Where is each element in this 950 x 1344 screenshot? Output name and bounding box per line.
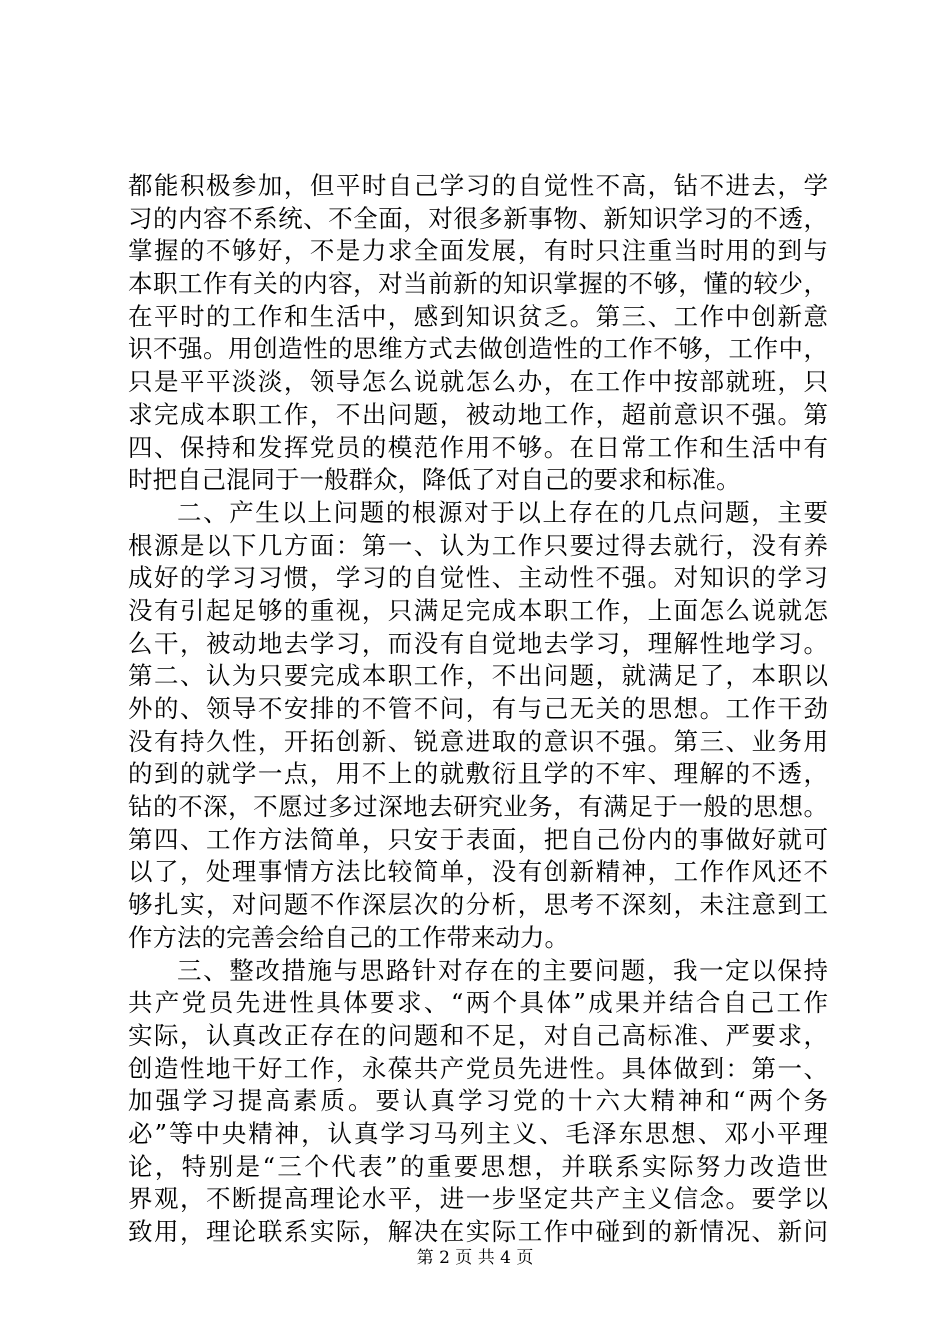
text-line: 论，特别是“三个代表”的重要思想，并联系实际努力改造世 (128, 1151, 828, 1181)
text-line: 在平时的工作和生活中，感到知识贫乏。第三、工作中创新意 (128, 301, 828, 331)
text-line: 加强学习提高素质。要认真学习党的十六大精神和“两个务 (128, 1086, 828, 1116)
text-line: 实际，认真改正存在的问题和不足，对自己高标准、严要求， (128, 1020, 828, 1050)
text-line: 以了，处理事情方法比较简单，没有创新精神，工作作风还不 (128, 857, 828, 887)
text-line: 成好的学习习惯，学习的自觉性、主动性不强。对知识的学习 (128, 563, 828, 593)
text-line: 致用，理论联系实际，解决在实际工作中碰到的新情况、新问 (128, 1217, 828, 1246)
text-line: 够扎实，对问题不作深层次的分析，思考不深刻，未注意到工 (128, 890, 828, 920)
text-line: 三、整改措施与思路针对存在的主要问题，我一定以保持 (177, 955, 828, 985)
text-line: 四、保持和发挥党员的模范作用不够。在日常工作和生活中有 (128, 432, 828, 462)
text-line: 根源是以下几方面：第一、认为工作只要过得去就行，没有养 (128, 530, 828, 560)
text-line: 识不强。用创造性的思维方式去做创造性的工作不够，工作中， (128, 334, 828, 364)
text-line: 第二、认为只要完成本职工作，不出问题，就满足了，本职以 (128, 661, 828, 691)
page-footer: 第 2 页 共 4 页 (416, 1248, 534, 1268)
text-line: 时把自己混同于一般群众，降低了对自己的要求和标准。 (128, 465, 741, 495)
text-line: 创造性地干好工作，永葆共产党员先进性。具体做到：第一、 (128, 1053, 828, 1083)
text-line: 么干，被动地去学习，而没有自觉地去学习，理解性地学习。 (128, 628, 828, 658)
text-line: 本职工作有关的内容，对当前新的知识掌握的不够，懂的较少， (128, 269, 828, 299)
text-line: 钻的不深，不愿过多过深地去研究业务，有满足于一般的思想。 (128, 792, 828, 822)
text-line: 没有引起足够的重视，只满足完成本职工作，上面怎么说就怎 (128, 595, 828, 625)
text-line: 第四、工作方法简单，只安于表面，把自己份内的事做好就可 (128, 824, 828, 854)
text-line: 必”等中央精神，认真学习马列主义、毛泽东思想、邓小平理 (128, 1118, 828, 1148)
text-line: 习的内容不系统、不全面，对很多新事物、新知识学习的不透， (128, 203, 828, 233)
document-body (128, 170, 828, 1249)
text-line: 没有持久性，开拓创新、锐意进取的意识不强。第三、业务用 (128, 726, 828, 756)
text-line: 二、产生以上问题的根源对于以上存在的几点问题，主要 (177, 497, 828, 527)
text-line: 界观，不断提高理论水平，进一步坚定共产主义信念。要学以 (128, 1184, 828, 1214)
text-line: 只是平平淡淡，领导怎么说就怎么办，在工作中按部就班，只 (128, 367, 828, 397)
text-line: 求完成本职工作，不出问题，被动地工作，超前意识不强。第 (128, 399, 828, 429)
text-line: 共产党员先进性具体要求、“两个具体”成果并结合自己工作 (128, 988, 828, 1018)
text-line: 都能积极参加，但平时自己学习的自觉性不高，钻不进去，学 (128, 171, 828, 200)
text-line: 作方法的完善会给自己的工作带来动力。 (128, 922, 569, 952)
text-line: 掌握的不够好，不是力求全面发展，有时只注重当时用的到与 (128, 236, 828, 266)
text-line: 的到的就学一点，用不上的就敷衍且学的不牢、理解的不透， (128, 759, 828, 789)
text-line: 外的、领导不安排的不管不问，有与己无关的思想。工作干劲 (128, 694, 828, 723)
